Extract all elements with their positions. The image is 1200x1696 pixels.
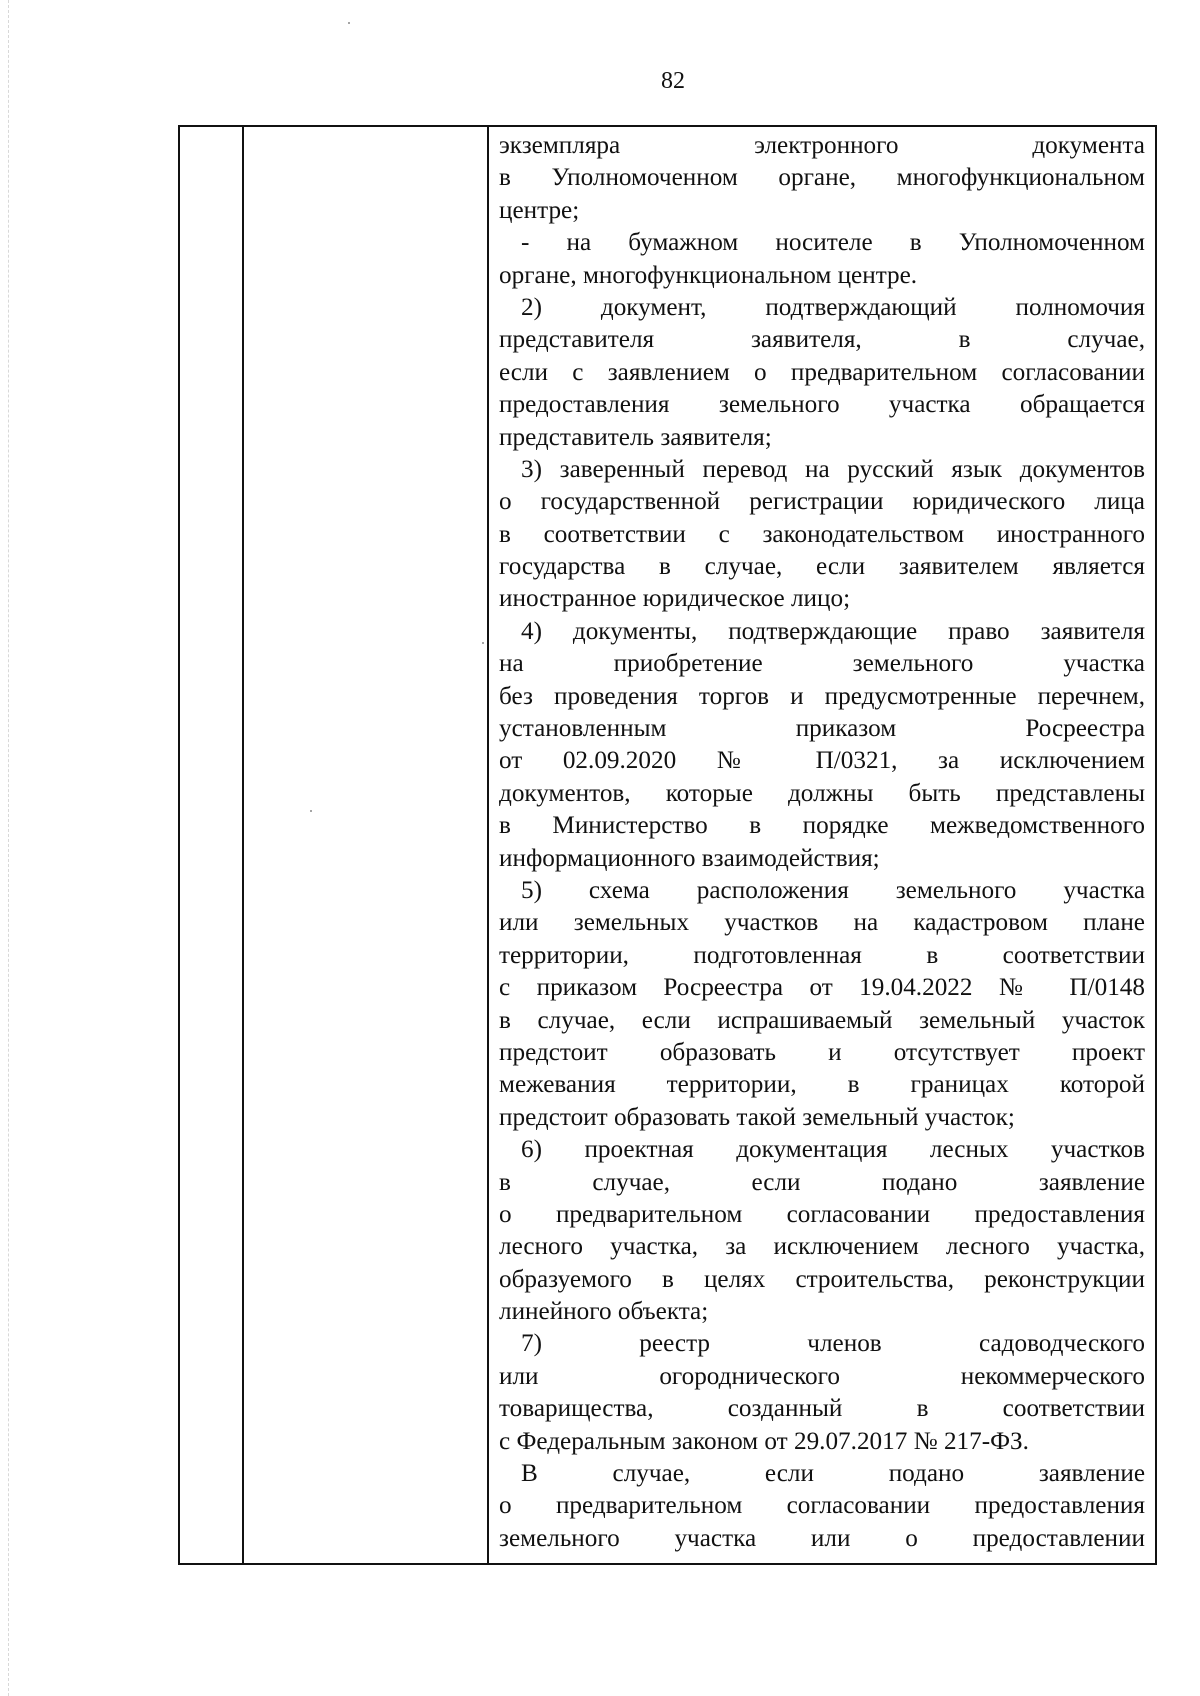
text-line: в соответствии с законодательством иностранного [499, 520, 1145, 548]
text-line: экземпляра электронного документа [499, 132, 1145, 159]
text-line: 4) документы, подтверждающие право заявителя [521, 617, 1145, 645]
text-line: предстоит образовать такой земельный участок; [499, 1103, 1015, 1131]
text-line: или земельных участков на кадастровом плане [499, 909, 1145, 937]
text-line: на приобретение земельного участка [499, 650, 1145, 678]
text-line: 7) реестр членов садоводческого [521, 1330, 1145, 1358]
text-line: в случае, если испрашиваемый земельный участок [499, 1006, 1145, 1034]
text-line: иностранное юридическое лицо; [499, 585, 851, 613]
text-line: межевания территории, в границах которой [499, 1071, 1145, 1099]
text-line: 5) схема расположения земельного участка [521, 876, 1145, 904]
text-line: 6) проектная документация лесных участков [521, 1136, 1145, 1164]
text-line: документов, которые должны быть представлены [499, 779, 1145, 807]
text-line: В случае, если подано заявление [521, 1460, 1145, 1488]
text-line: территории, подготовленная в соответствии [499, 941, 1145, 969]
text-line: представитель заявителя; [499, 423, 772, 451]
page-number: 82 [661, 68, 685, 94]
text-line: 2) документ, подтверждающий полномочия [521, 293, 1145, 321]
text-line: о предварительном согласовании предоставления [499, 1492, 1145, 1520]
text-line: органе, многофункциональном центре. [499, 261, 918, 289]
text-line: если с заявлением о предварительном согласовании [499, 358, 1145, 386]
scan-edge [8, 0, 10, 1696]
text-line: земельного участка или о предоставлении [499, 1524, 1145, 1552]
text-line: линейного объекта; [499, 1298, 709, 1326]
document-table [178, 125, 1157, 1565]
text-line: установленным приказом Росреестра [499, 715, 1145, 743]
text-line: или огороднического некоммерческого [499, 1362, 1145, 1390]
text-line: товарищества, созданный в соответствии [499, 1395, 1145, 1423]
text-line: о предварительном согласовании предоставления [499, 1200, 1145, 1228]
text-line: информационного взаимодействия; [499, 844, 880, 872]
text-line: государства в случае, если заявителем является [499, 553, 1145, 581]
text-line: предстоит образовать и отсутствует проект [499, 1038, 1145, 1066]
text-line: предоставления земельного участка обращается [499, 391, 1145, 419]
text-line: центре; [499, 196, 580, 224]
table-column-content [489, 127, 1155, 1563]
text-line: лесного участка, за исключением лесного участка, [499, 1233, 1145, 1261]
text-line: без проведения торгов и предусмотренные перечнем, [499, 682, 1145, 710]
text-line: представителя заявителя, в случае, [499, 326, 1145, 354]
scan-speck [348, 22, 350, 24]
text-line: от 02.09.2020 № П/0321, за исключением [499, 747, 1145, 775]
text-line: в Уполномоченном органе, многофункциональном [499, 164, 1145, 192]
text-line: - на бумажном носителе в Уполномоченном [521, 229, 1145, 257]
text-line: 3) заверенный перевод на русский язык документов [521, 455, 1145, 483]
text-line: образуемого в целях строительства, реконструкции [499, 1265, 1145, 1293]
table-column-number [180, 127, 244, 1563]
text-line: с Федеральным законом от 29.07.2017 № 217-ФЗ. [499, 1427, 1029, 1455]
table-column-name [244, 127, 489, 1563]
text-line: с приказом Росреестра от 19.04.2022 № П/0148 [499, 974, 1145, 1002]
text-line: в Министерство в порядке межведомственного [499, 812, 1145, 840]
text-line: о государственной регистрации юридического лица [499, 488, 1145, 516]
text-line: в случае, если подано заявление [499, 1168, 1145, 1196]
